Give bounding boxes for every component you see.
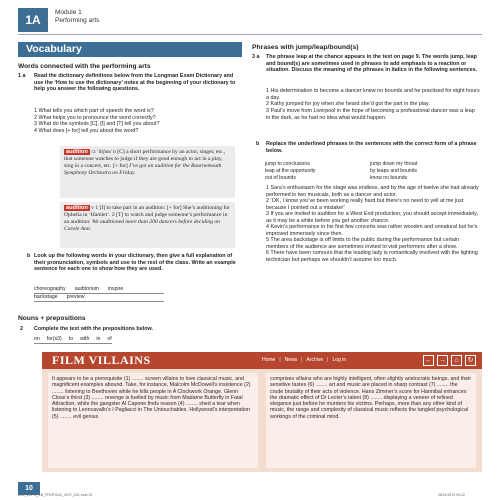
sentence: 5 The area backstage is off limits to the public during the performance but certain members of the audience are sometimes invited to visit performers after a show. [266,237,460,250]
word: backstage [34,294,58,300]
sentence: 2 ‘OK, I know you’ve been working really hard but there’s no need to yell at me just because I pointed out a mistake!’ [266,198,464,211]
phrase-row [265,175,465,182]
page-number: 10 [18,482,40,495]
exercise-number: 2 [20,326,23,332]
print-date: 26/11/2013 09:22 [438,493,465,497]
exercise-number: b [256,141,260,147]
question: 4 What does [+ for] tell you about the word? [34,128,139,135]
nav-separator: | [301,357,303,363]
word: preview [66,294,85,300]
word-list [34,286,164,302]
word-row [34,336,112,344]
vocabulary-title: Vocabulary [26,43,82,55]
film-text-column-2: comprises villains who are highly intelligent, often slightly aristocratic beings, and their sensitive tastes (6) ........ art and music are placed in sharp contrast (7) ........ the crude brutality of their acts of violence. Hans Zimmer’s score for Hannibal enhances the dramatic effect of Dr Lecter’s talent (8) ........ displaying a veneer of refined elegance just before he murders his victims. Perhaps, more than any other kind of music, the range and complexity of classical music reflects the tangled psychological workings of the criminal mind. [266,373,476,468]
word: choreography [34,286,66,292]
phrase: know no bounds [370,174,408,181]
film-toolbar [423,355,476,366]
phrase-box [265,161,465,181]
headword: audition [66,149,88,155]
phrase: leap at the opportunity [265,167,316,174]
preposition-list [34,336,112,344]
question-list [34,108,239,135]
phrases-title: Phrases with jump/leap/bound(s) [252,44,359,51]
sentence: 1 His determination to become a dancer knew no bounds and he practised for eight hours a day. [266,88,480,101]
exercise-3a [252,54,482,74]
dictionary-entry-verb [60,202,235,248]
exercise-instruction: Read the dictionary definitions below from the Longman Exam Dictionary and use the ‘How to use the dictionary’ notes at the beginning of your dictionary to help you answer the following questions. [34,73,236,93]
nouns-prepositions-title: Nouns + prepositions [18,315,86,322]
nav-separator: | [327,357,329,363]
exercise-instruction: Look up the following words in your dictionary, then give a full explanation of their pronunciation, symbols and use to the rest of the class. Write an example sentence for each one to show how they are used. [34,253,236,273]
back-arrow-icon[interactable]: ← [425,357,432,364]
nav-login-link[interactable]: Log in [332,357,347,363]
refresh-icon[interactable]: ↻ [465,355,476,366]
exercise-instruction: Complete the text with the prepositions below. [34,326,154,332]
word: inspire [107,286,124,292]
question: 3 What do the symbols [C], [I] and [T] tell you about? [34,121,160,128]
sentence-list-a [266,88,480,122]
forward-arrow-icon[interactable]: → [439,357,446,364]
word: auditorium [74,286,99,292]
preposition: of [107,336,112,342]
module-title [55,9,99,25]
preposition: with [80,336,90,342]
nav-home-link[interactable]: Home [262,357,276,363]
vocabulary-subtitle: Words connected with the performing arts [18,63,151,70]
example-sentence: We auditioned more than 200 dancers before deciding on Carole Ann. [64,219,220,232]
sentence: 1 Sara’s enthusiasm for the stage was endless, and by the age of twelve she had already performed in two musicals, both as a dancer and actor. [266,185,479,198]
sentence: 3 If you are invited to audition for a West End production, you should accept immediately, as it may be a while before you get another chance. [266,211,478,224]
preposition: to [68,336,74,342]
module-subtitle: Performing arts [55,17,100,24]
sentence: 3 Paul’s move from Liverpool in the hope of becoming a professional dancer was a leap in the dark, as he had no idea what would happen. [266,108,475,121]
definition: /ɔːˈdɪʃən/ n [C] a short performance by an actor, singer, etc., that someone watches to judge if they are good enough to act in a play, sing in a concert, etc. [+ for] [64,149,226,169]
header-divider [18,34,482,35]
module-line: Module 1 [55,9,82,16]
unit-tab: 1A [18,8,48,32]
nav-news-link[interactable]: News [284,357,298,363]
headword: audition [66,205,88,211]
example-sentence: I’ve got an audition for the Bournemouth Symphony Orchestra on Friday. [64,163,222,176]
phrase: out of bounds [265,174,296,181]
sentence: 2 Kathy jumped for joy when she heard she’d got the part in the play. [266,101,430,108]
word-row [34,286,164,294]
preposition: on [34,336,40,342]
question: 1 What tells you which part of speech the word is? [34,108,154,114]
exercise-number: 3 a [252,54,260,60]
nav-archive-link[interactable]: Archive [306,357,324,363]
exercise-number: 1 a [18,73,26,79]
phrase: by leaps and bounds [370,167,418,174]
dictionary-entry-noun [60,146,235,198]
word-row [34,294,164,302]
home-icon[interactable]: ⌂ [451,355,462,366]
film-text-column-1: It appears to be a prerequisite (1) ........ screen villains to love classical music, and magnificent examples abound. Take, for instance, Malcolm McDowell’s insistence (2) ........ listening to Beethoven while he kills people in A Clockwork Orange. Glenn Close’s thirst (3) ........ revenge is fuelled by music from Madame Butterfly in Fatal Attraction, while the gangster Al Capone finds reason (4) ........ shed a tear when listening to Leoncavallo’s I Pagliacci in The Untouchables. Hollywood’s interpretation (5) ........ evil genius [48,373,258,468]
preposition: for(x3) [46,336,62,342]
film-nav [262,357,346,364]
phrase-row [265,161,465,168]
sentence: 6 There have been rumours that the leading lady is romantically involved with the lighting technician but perhaps we shouldn’t assume too much. [266,250,478,263]
nav-separator: | [279,357,281,363]
definition: v 1 [I] to take part in an audition: [+ for] She’s auditioning for Ophelia in ‘Hamlet’. 2 [T] to watch and judge someone’s performance in an audition: [64,205,230,225]
question: 2 What helps you to pronounce the word correctly? [34,114,156,121]
phrase: jump down my throat [370,161,418,167]
exercise-1a [18,73,242,93]
film-villains-title: FILM VILLAINS [52,353,151,367]
exercise-instruction: The phrase leap at the chance appears in the text on page 9. The words jump, leap and bound(s) are sometimes used in phrases to add emphasis to a reaction or situation. Discuss the meaning of the phrases in italics in the following sentences. [266,54,478,74]
print-info: M01_EXPC_CB_PROFGLB_4379_U01.indd 10 [18,493,93,497]
exercise-instruction: Replace the underlined phrases in the sentences with the correct form of a phrase below. [266,141,477,154]
sentence: 4 Kevin’s performance in his first few concerts was rather wooden and unnatural but he’s improved immensely since then. [266,224,478,237]
preposition: in [96,336,101,342]
phrase-row [265,168,465,175]
exercise-number: b [27,253,31,259]
phrase: jump to conclusions [265,161,310,167]
sentence-list-b [266,185,480,263]
